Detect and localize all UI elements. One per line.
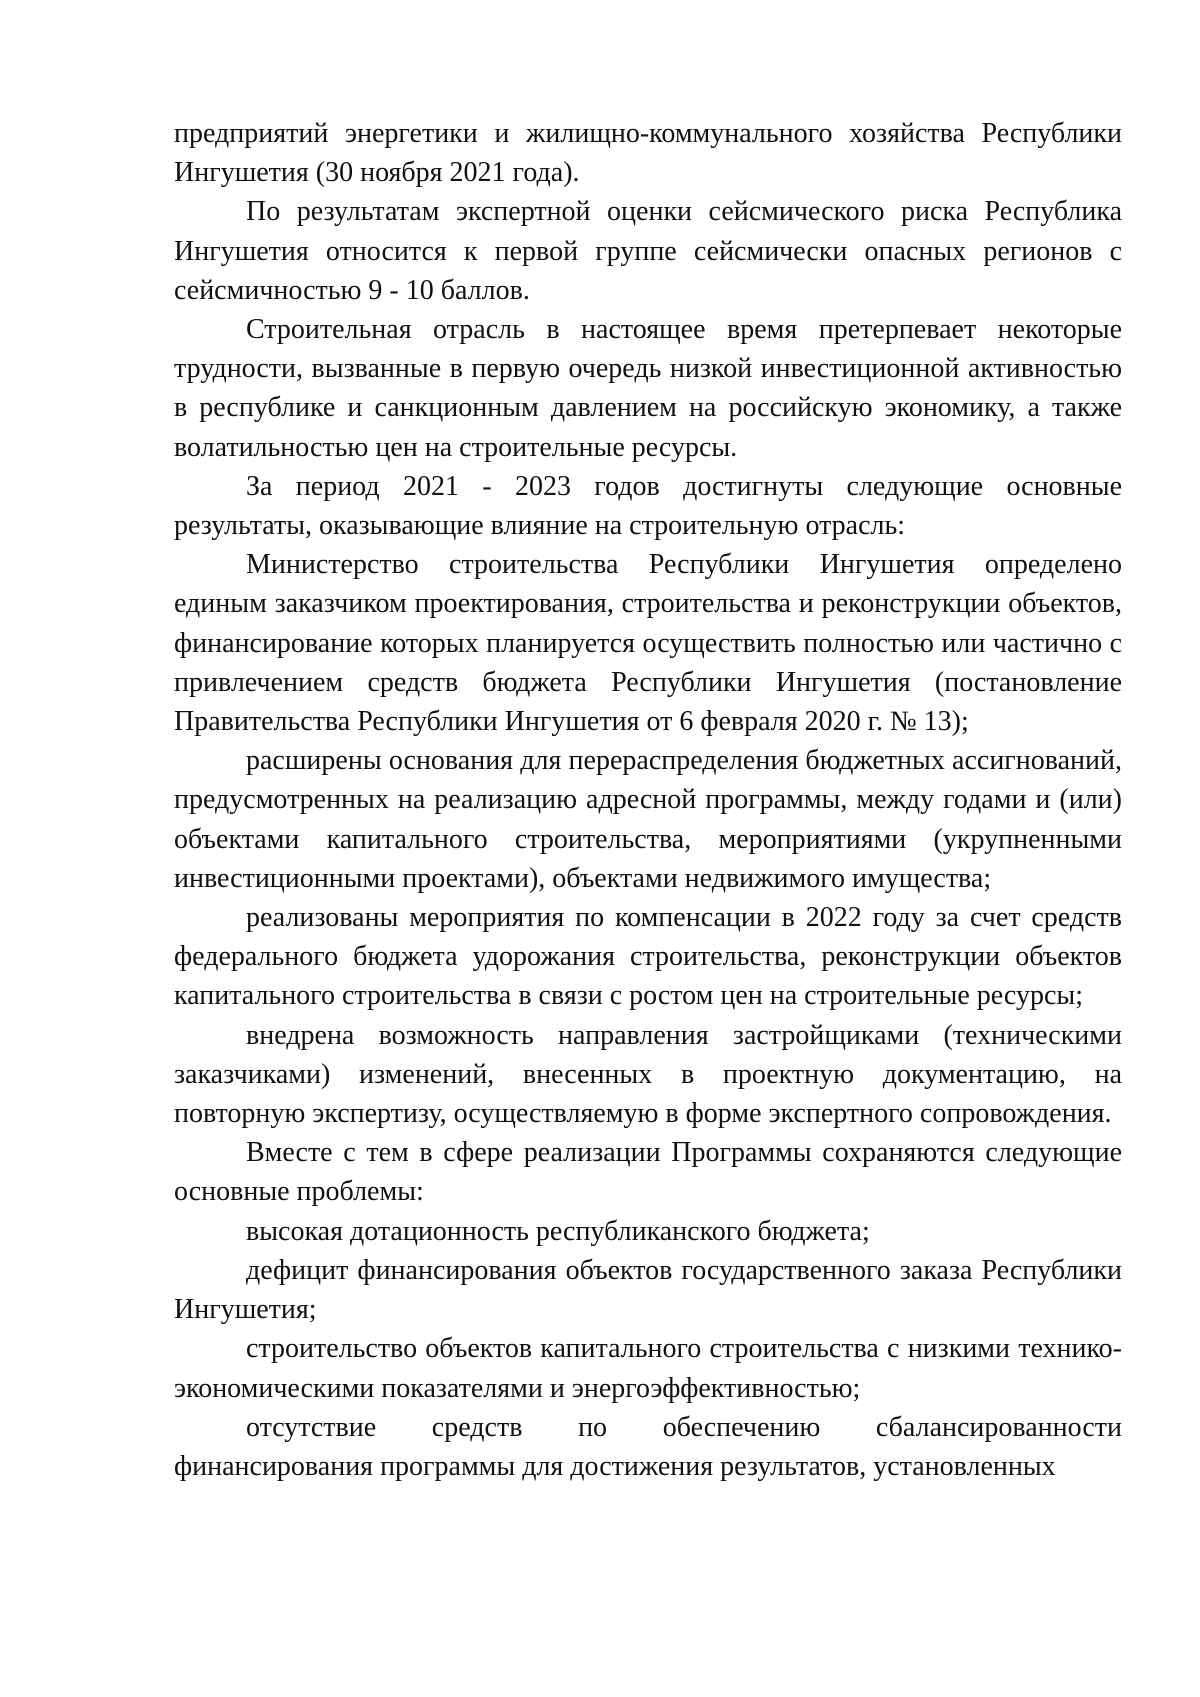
paragraph-4: За период 2021 - 2023 годов достигнуты следующие основные результаты, оказывающие влияние на строительную отрасль: [174,470,1122,542]
paragraph-6: расширены основания для перераспределения бюджетных ассигнований, предусмотренных на реализацию адресной программы, между годами и (или) объектами капитального строительства, мероприятиями (укрупненными инвестиционными проектами), объектами недвижимого имущества; [174,745,1122,894]
paragraph-8: внедрена возможность направления застройщиками (техническими заказчиками) изменений, внесенных в проектную документацию, на повторную экспертизу, осуществляемую в форме экспертного сопровождения. [174,1019,1122,1130]
paragraph-1: предприятий энергетики и жилищно-коммунального хозяйства Республики Ингушетия (30 ноября 2021 года). [174,118,1122,189]
document-body [174,114,1122,1486]
paragraph-10: высокая дотационность республиканского бюджета; [246,1215,870,1247]
paragraph-11: дефицит финансирования объектов государственного заказа Республики Ингушетия; [174,1254,1122,1326]
paragraph-9: Вместе с тем в сфере реализации Программы сохраняются следующие основные проблемы: [174,1137,1122,1208]
paragraph-2: По результатам экспертной оценки сейсмического риска Республика Ингушетия относится к первой группе сейсмически опасных регионов с сейсмичностью 9 - 10 баллов. [174,196,1122,306]
paragraph-12: строительство объектов капитального строительства с низкими технико-экономическими показателями и энергоэффективностью; [174,1333,1122,1404]
paragraph-7: реализованы мероприятия по компенсации в 2022 году за счет средств федерального бюджета удорожания строительства, реконструкции объектов капитального строительства в связи с ростом цен на строительные ресурсы; [174,902,1122,1012]
paragraph-3: Строительная отрасль в настоящее время претерпевает некоторые трудности, вызванные в первую очередь низкой инвестиционной активностью в республике и санкционным давлением на российскую экономику, а также волатильностью цен на строительные ресурсы. [174,314,1122,463]
paragraph-5: Министерство строительства Республики Ингушетия определено единым заказчиком проектирования, строительства и реконструкции объектов, финансирование которых планируется осуществить полностью или частично с привлечением средств бюджета Республики Ингушетия (постановление Правительства Республики Ингушетия от 6 февраля 2020 г. № 13); [174,549,1122,738]
paragraph-13: отсутствие средств по обеспечению сбалансированности финансирования программы для достижения результатов, установленных [174,1411,1122,1482]
